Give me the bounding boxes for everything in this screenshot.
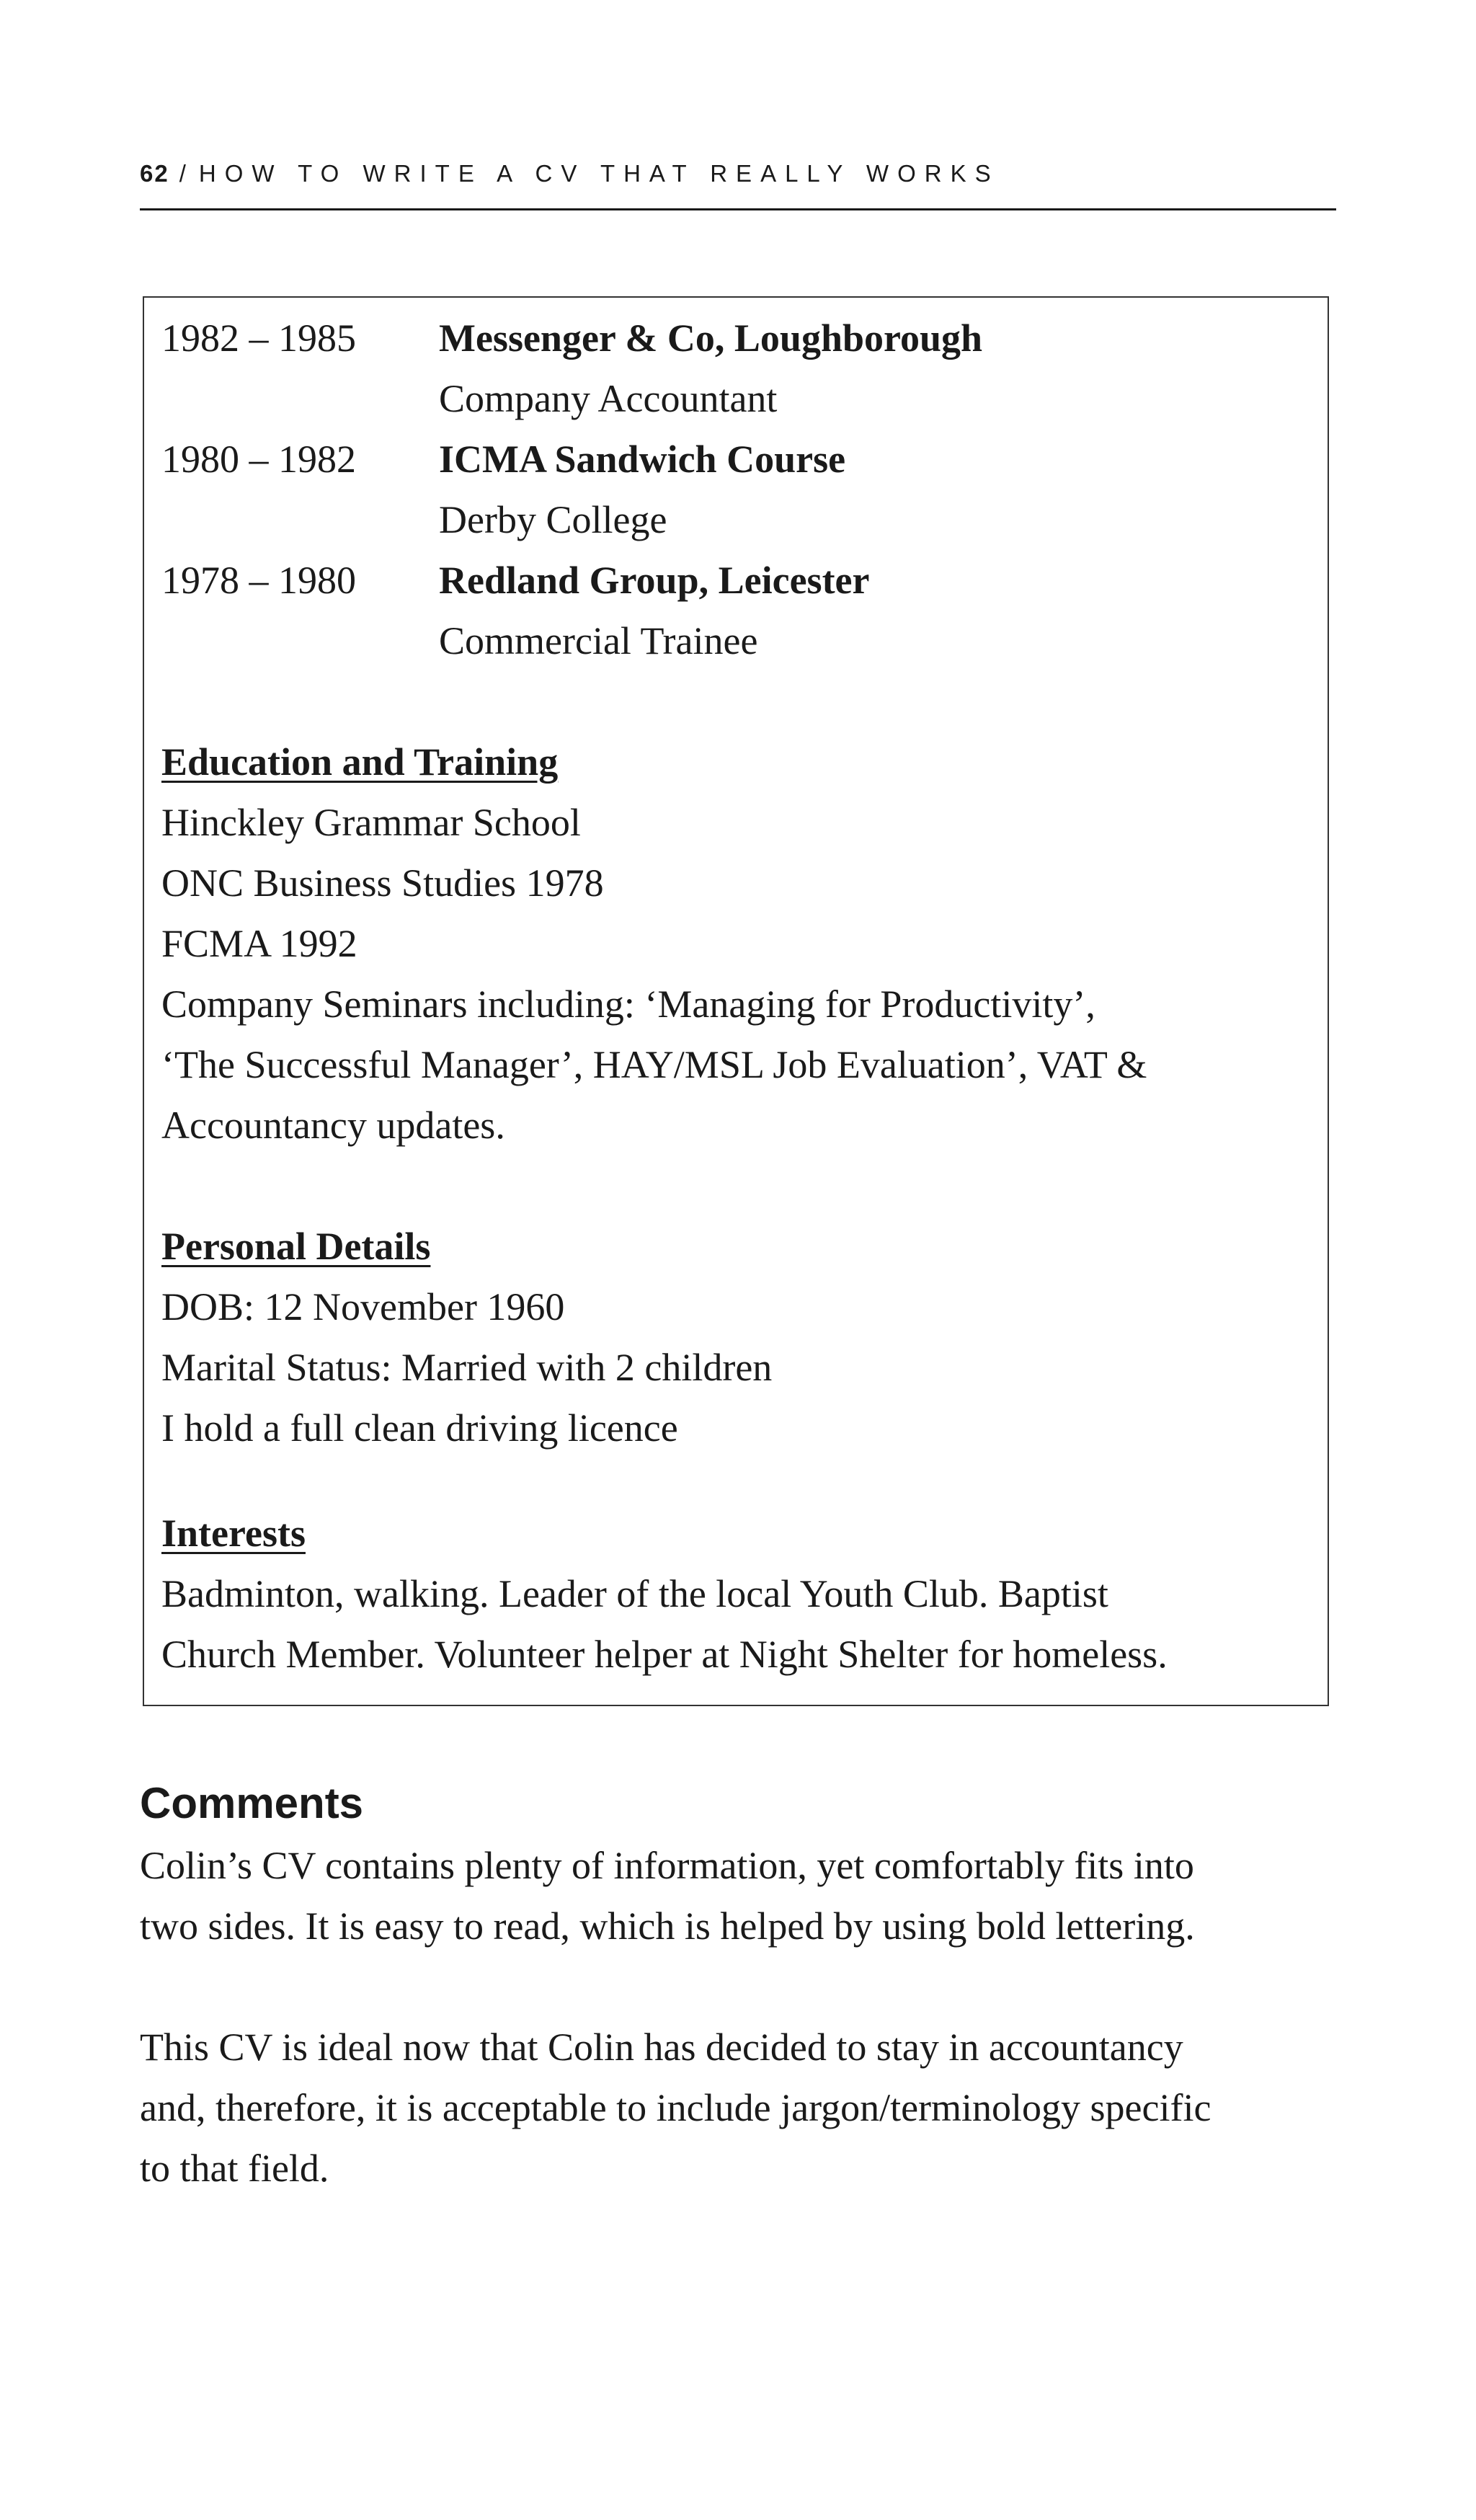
education-line: Accountancy updates. — [161, 1104, 505, 1147]
job-dates: 1982 – 1985 — [161, 316, 356, 360]
job-employer: ICMA Sandwich Course — [439, 438, 846, 481]
cv-excerpt-box — [143, 296, 1329, 1706]
education-line: FCMA 1992 — [161, 922, 357, 965]
education-line: ‘The Successful Manager’, HAY/MSL Job Evaluation’, VAT & — [161, 1043, 1147, 1086]
job-role: Company Accountant — [439, 377, 778, 420]
education-line: Company Seminars including: ‘Managing for Productivity’, — [161, 982, 1095, 1026]
section-spacer — [161, 671, 1315, 732]
job-role: Derby College — [439, 498, 667, 541]
job-employer: Messenger & Co, Loughborough — [439, 316, 983, 360]
job-dates: 1980 – 1982 — [161, 438, 356, 481]
interests-line: Church Member. Volunteer helper at Night Shelter for homeless. — [161, 1633, 1168, 1676]
running-head — [140, 160, 1336, 187]
personal-details-heading: Personal Details — [161, 1225, 431, 1268]
comments-line: and, therefore, it is acceptable to include jargon/terminology specific — [140, 2086, 1212, 2129]
cv-content — [161, 308, 1315, 1685]
comments-line: two sides. It is easy to read, which is helped by using bold lettering. — [140, 1904, 1195, 1948]
header-separator: / — [179, 160, 195, 187]
section-spacer — [161, 1155, 1315, 1216]
section-spacer — [161, 1458, 1315, 1503]
comments-line: Colin’s CV contains plenty of information, yet comfortably fits into — [140, 1844, 1194, 1887]
job-dates: 1978 – 1980 — [161, 559, 356, 602]
interests-line: Badminton, walking. Leader of the local Youth Club. Baptist — [161, 1572, 1108, 1615]
personal-detail-line: I hold a full clean driving licence — [161, 1406, 678, 1450]
comments-body — [140, 1835, 1351, 2199]
job-employer: Redland Group, Leicester — [439, 559, 870, 602]
job-entry — [161, 550, 1315, 671]
education-line: ONC Business Studies 1978 — [161, 861, 604, 905]
personal-detail-line: DOB: 12 November 1960 — [161, 1285, 565, 1328]
job-entry — [161, 308, 1315, 429]
education-line: Hinckley Grammar School — [161, 801, 581, 844]
education-heading: Education and Training — [161, 740, 559, 784]
personal-detail-line: Marital Status: Married with 2 children — [161, 1346, 773, 1389]
job-role: Commercial Trainee — [439, 619, 758, 662]
book-title: HOW TO WRITE A CV THAT REALLY WORKS — [198, 160, 1000, 187]
header-rule — [140, 208, 1336, 210]
comments-heading: Comments — [140, 1779, 364, 1827]
job-entry — [161, 429, 1315, 550]
interests-heading: Interests — [161, 1512, 306, 1555]
comments-line: This CV is ideal now that Colin has decided to stay in accountancy — [140, 2026, 1183, 2069]
page-number: 62 — [140, 160, 169, 187]
comments-line: to that field. — [140, 2147, 329, 2190]
paragraph-spacer — [140, 1956, 1351, 2017]
